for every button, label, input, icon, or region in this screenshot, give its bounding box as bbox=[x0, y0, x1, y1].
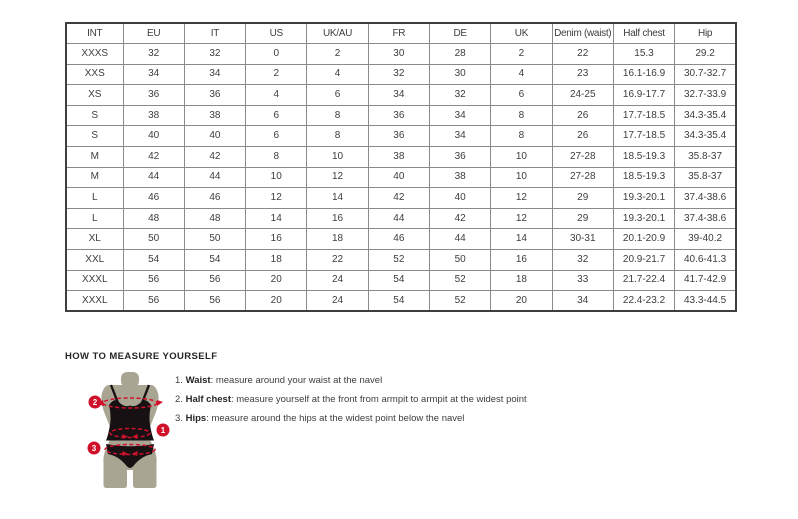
table-cell: 29 bbox=[552, 188, 613, 209]
table-cell: 34 bbox=[429, 126, 490, 147]
table-cell: 18 bbox=[491, 270, 552, 291]
table-cell: 24 bbox=[307, 291, 368, 312]
column-header: Denim (waist) bbox=[552, 23, 613, 44]
table-cell: 0 bbox=[246, 44, 307, 65]
table-cell: XXS bbox=[66, 64, 123, 85]
table-cell: 40 bbox=[123, 126, 184, 147]
table-cell: 50 bbox=[184, 229, 245, 250]
table-row bbox=[66, 208, 736, 229]
table-cell: 12 bbox=[307, 167, 368, 188]
table-cell: 36 bbox=[123, 85, 184, 106]
table-cell: 8 bbox=[491, 105, 552, 126]
table-cell: 16 bbox=[307, 208, 368, 229]
table-cell: 19.3-20.1 bbox=[613, 188, 674, 209]
table-cell: M bbox=[66, 167, 123, 188]
table-cell: 56 bbox=[184, 291, 245, 312]
table-cell: 19.3-20.1 bbox=[613, 208, 674, 229]
table-cell: 10 bbox=[307, 147, 368, 168]
table-cell: 6 bbox=[307, 85, 368, 106]
table-cell: 30.7-32.7 bbox=[675, 64, 736, 85]
column-header: FR bbox=[368, 23, 429, 44]
table-cell: 50 bbox=[123, 229, 184, 250]
table-cell: L bbox=[66, 208, 123, 229]
table-row bbox=[66, 64, 736, 85]
table-cell: 40 bbox=[184, 126, 245, 147]
column-header: Half chest bbox=[613, 23, 674, 44]
table-cell: 48 bbox=[184, 208, 245, 229]
measurement-figure bbox=[84, 372, 176, 490]
column-header: DE bbox=[429, 23, 490, 44]
table-cell: XXXL bbox=[66, 291, 123, 312]
table-cell: 20 bbox=[246, 291, 307, 312]
table-cell: 42 bbox=[123, 147, 184, 168]
measure-section-title: HOW TO MEASURE YOURSELF bbox=[65, 351, 218, 362]
measure-step bbox=[175, 393, 527, 407]
table-cell: 16 bbox=[246, 229, 307, 250]
step-label: Half chest bbox=[185, 393, 231, 405]
column-header: UK/AU bbox=[307, 23, 368, 44]
table-cell: 54 bbox=[368, 291, 429, 312]
mannequin-illustration bbox=[84, 372, 176, 490]
step-text: : measure around your waist at the navel bbox=[210, 375, 383, 386]
table-cell: 8 bbox=[491, 126, 552, 147]
table-cell: 26 bbox=[552, 126, 613, 147]
table-cell: 52 bbox=[429, 291, 490, 312]
table-cell: 18 bbox=[307, 229, 368, 250]
table-cell: 39-40.2 bbox=[675, 229, 736, 250]
table-cell: XS bbox=[66, 85, 123, 106]
size-chart-body bbox=[66, 44, 736, 312]
table-cell: 38 bbox=[368, 147, 429, 168]
table-cell: 12 bbox=[491, 208, 552, 229]
table-cell: 26 bbox=[552, 105, 613, 126]
table-cell: 44 bbox=[368, 208, 429, 229]
table-cell: 40 bbox=[429, 188, 490, 209]
table-cell: 46 bbox=[184, 188, 245, 209]
table-cell: 40.6-41.3 bbox=[675, 250, 736, 271]
table-cell: 6 bbox=[246, 126, 307, 147]
step-number: 3. bbox=[175, 412, 183, 424]
table-cell: 36 bbox=[368, 105, 429, 126]
table-cell: 34.3-35.4 bbox=[675, 105, 736, 126]
table-cell: 44 bbox=[429, 229, 490, 250]
table-cell: 22 bbox=[552, 44, 613, 65]
table-cell: 20.1-20.9 bbox=[613, 229, 674, 250]
table-cell: 4 bbox=[307, 64, 368, 85]
table-cell: 41.7-42.9 bbox=[675, 270, 736, 291]
table-cell: 36 bbox=[368, 126, 429, 147]
table-cell: 17.7-18.5 bbox=[613, 105, 674, 126]
column-header: INT bbox=[66, 23, 123, 44]
table-cell: 14 bbox=[246, 208, 307, 229]
table-cell: 18.5-19.3 bbox=[613, 167, 674, 188]
table-cell: 8 bbox=[307, 105, 368, 126]
table-cell: 21.7-22.4 bbox=[613, 270, 674, 291]
size-chart-table bbox=[65, 22, 737, 312]
table-cell: 42 bbox=[184, 147, 245, 168]
table-cell: 38 bbox=[184, 105, 245, 126]
table-cell: XXXS bbox=[66, 44, 123, 65]
table-cell: 10 bbox=[246, 167, 307, 188]
table-cell: 15.3 bbox=[613, 44, 674, 65]
table-cell: 24 bbox=[307, 270, 368, 291]
table-cell: 8 bbox=[246, 147, 307, 168]
table-cell: 34 bbox=[429, 105, 490, 126]
table-row bbox=[66, 188, 736, 209]
table-cell: 6 bbox=[491, 85, 552, 106]
table-cell: 29 bbox=[552, 208, 613, 229]
size-chart-header bbox=[66, 23, 736, 44]
table-row bbox=[66, 44, 736, 65]
table-cell: 20.9-21.7 bbox=[613, 250, 674, 271]
table-cell: 23 bbox=[552, 64, 613, 85]
table-row bbox=[66, 167, 736, 188]
table-cell: 14 bbox=[491, 229, 552, 250]
table-cell: 4 bbox=[246, 85, 307, 106]
table-row bbox=[66, 270, 736, 291]
table-cell: 42 bbox=[368, 188, 429, 209]
size-chart-header-row bbox=[66, 23, 736, 44]
table-cell: 12 bbox=[491, 188, 552, 209]
table-cell: 16 bbox=[491, 250, 552, 271]
table-cell: 54 bbox=[123, 250, 184, 271]
table-row bbox=[66, 147, 736, 168]
table-cell: 22.4-23.2 bbox=[613, 291, 674, 312]
table-cell: 36 bbox=[429, 147, 490, 168]
table-cell: 2 bbox=[491, 44, 552, 65]
table-cell: 34.3-35.4 bbox=[675, 126, 736, 147]
table-cell: S bbox=[66, 105, 123, 126]
table-cell: 17.7-18.5 bbox=[613, 126, 674, 147]
table-cell: 10 bbox=[491, 167, 552, 188]
table-cell: 27-28 bbox=[552, 147, 613, 168]
table-cell: M bbox=[66, 147, 123, 168]
table-cell: 29.2 bbox=[675, 44, 736, 65]
table-cell: 34 bbox=[123, 64, 184, 85]
table-cell: 34 bbox=[368, 85, 429, 106]
column-header: EU bbox=[123, 23, 184, 44]
table-cell: 18.5-19.3 bbox=[613, 147, 674, 168]
table-cell: 35.8-37 bbox=[675, 147, 736, 168]
table-cell: 2 bbox=[246, 64, 307, 85]
measure-step bbox=[175, 412, 527, 426]
table-cell: 38 bbox=[429, 167, 490, 188]
table-cell: 32 bbox=[429, 85, 490, 106]
table-cell: S bbox=[66, 126, 123, 147]
table-cell: 52 bbox=[368, 250, 429, 271]
table-cell: 10 bbox=[491, 147, 552, 168]
table-cell: 16.9-17.7 bbox=[613, 85, 674, 106]
step-number: 1. bbox=[175, 375, 183, 386]
table-cell: 8 bbox=[307, 126, 368, 147]
step-text: : measure around the hips at the widest point below the navel bbox=[206, 412, 465, 424]
table-cell: 34 bbox=[552, 291, 613, 312]
table-cell: 56 bbox=[123, 270, 184, 291]
table-cell: 46 bbox=[123, 188, 184, 209]
table-cell: 56 bbox=[123, 291, 184, 312]
table-cell: 28 bbox=[429, 44, 490, 65]
table-cell: 32.7-33.9 bbox=[675, 85, 736, 106]
column-header: IT bbox=[184, 23, 245, 44]
table-cell: 32 bbox=[552, 250, 613, 271]
table-cell: 20 bbox=[246, 270, 307, 291]
table-cell: 27-28 bbox=[552, 167, 613, 188]
table-cell: 12 bbox=[246, 188, 307, 209]
table-cell: 33 bbox=[552, 270, 613, 291]
table-cell: 20 bbox=[491, 291, 552, 312]
column-header: UK bbox=[491, 23, 552, 44]
table-cell: 4 bbox=[491, 64, 552, 85]
table-cell: 30 bbox=[429, 64, 490, 85]
table-cell: 52 bbox=[429, 270, 490, 291]
table-cell: 54 bbox=[368, 270, 429, 291]
table-cell: 24-25 bbox=[552, 85, 613, 106]
table-cell: 37.4-38.6 bbox=[675, 188, 736, 209]
step-number: 2. bbox=[175, 393, 183, 405]
badge-hips: 3 bbox=[91, 444, 97, 453]
table-row bbox=[66, 105, 736, 126]
table-cell: 30 bbox=[368, 44, 429, 65]
table-row bbox=[66, 85, 736, 106]
measure-step bbox=[175, 374, 527, 388]
table-cell: 56 bbox=[184, 270, 245, 291]
table-cell: 44 bbox=[123, 167, 184, 188]
table-cell: 32 bbox=[368, 64, 429, 85]
table-cell: 40 bbox=[368, 167, 429, 188]
table-cell: 42 bbox=[429, 208, 490, 229]
measure-instructions bbox=[175, 374, 527, 430]
table-row bbox=[66, 250, 736, 271]
table-cell: 32 bbox=[123, 44, 184, 65]
table-cell: 48 bbox=[123, 208, 184, 229]
step-text: : measure yourself at the front from armpit to armpit at the widest point bbox=[230, 393, 527, 405]
table-cell: 54 bbox=[184, 250, 245, 271]
table-cell: 14 bbox=[307, 188, 368, 209]
badge-waist: 1 bbox=[160, 426, 166, 435]
table-cell: 32 bbox=[184, 44, 245, 65]
table-cell: XXL bbox=[66, 250, 123, 271]
column-header: Hip bbox=[675, 23, 736, 44]
table-cell: 44 bbox=[184, 167, 245, 188]
table-cell: XL bbox=[66, 229, 123, 250]
table-cell: 38 bbox=[123, 105, 184, 126]
table-cell: 18 bbox=[246, 250, 307, 271]
table-cell: 36 bbox=[184, 85, 245, 106]
step-label: Hips bbox=[185, 412, 207, 424]
table-cell: 6 bbox=[246, 105, 307, 126]
table-cell: 46 bbox=[368, 229, 429, 250]
table-cell: 37.4-38.6 bbox=[675, 208, 736, 229]
table-row bbox=[66, 126, 736, 147]
table-cell: 30-31 bbox=[552, 229, 613, 250]
column-header: US bbox=[246, 23, 307, 44]
table-cell: 16.1-16.9 bbox=[613, 64, 674, 85]
table-cell: 34 bbox=[184, 64, 245, 85]
table-cell: XXXL bbox=[66, 270, 123, 291]
table-cell: 22 bbox=[307, 250, 368, 271]
table-cell: 35.8-37 bbox=[675, 167, 736, 188]
table-cell: 43.3-44.5 bbox=[675, 291, 736, 312]
table-row bbox=[66, 229, 736, 250]
table-cell: L bbox=[66, 188, 123, 209]
table-cell: 50 bbox=[429, 250, 490, 271]
step-label: Waist bbox=[185, 375, 211, 386]
table-cell: 2 bbox=[307, 44, 368, 65]
badge-chest: 2 bbox=[92, 398, 98, 407]
table-row bbox=[66, 291, 736, 312]
